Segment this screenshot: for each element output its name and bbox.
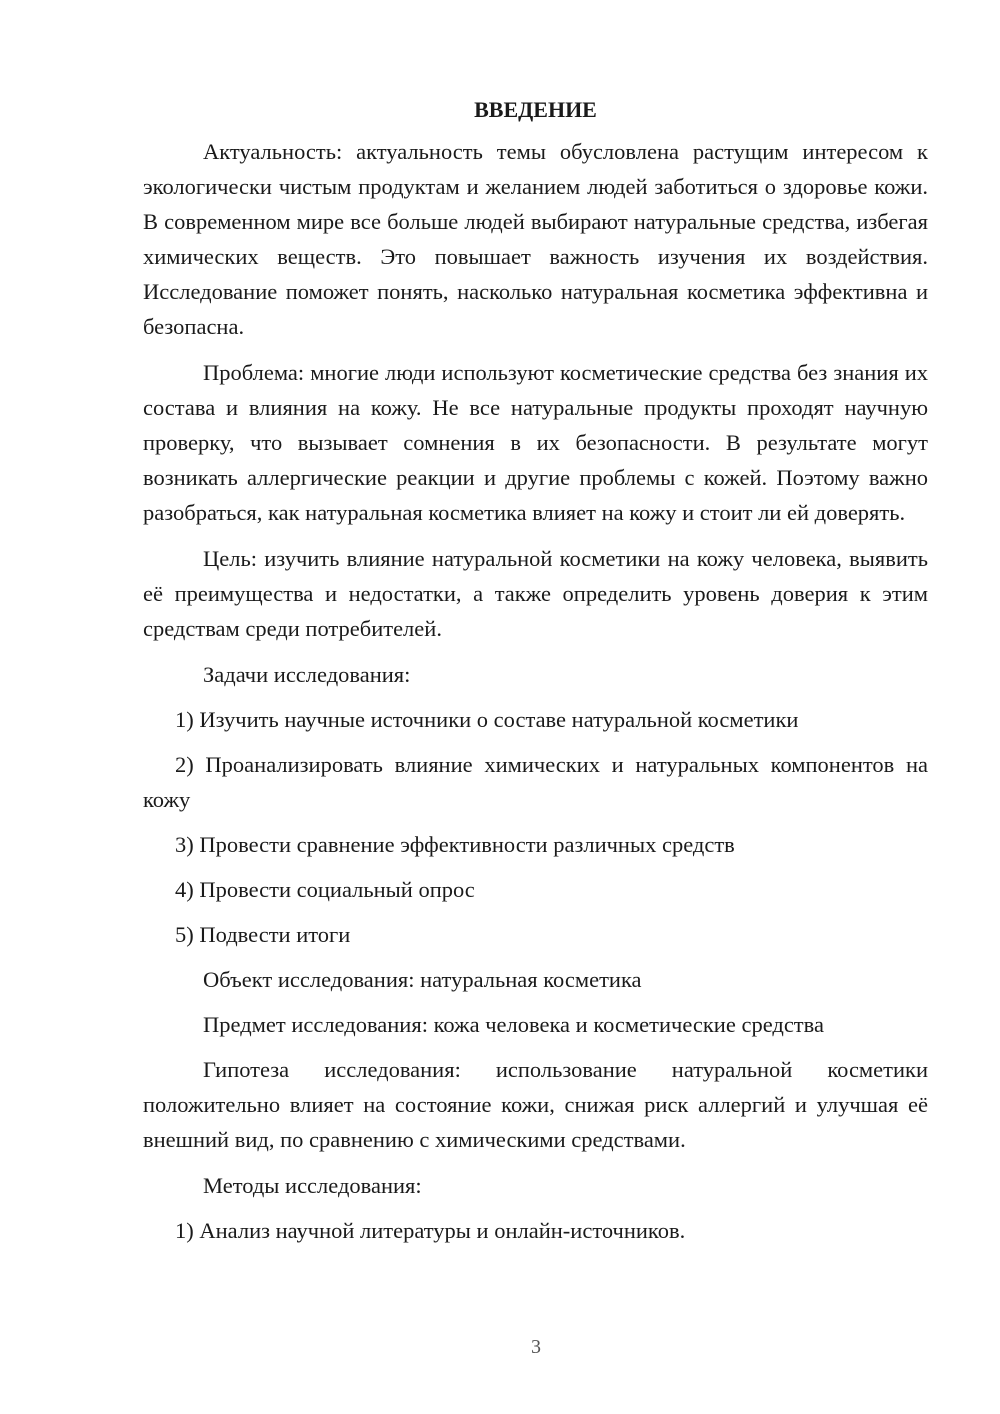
subject-line: Предмет исследования: кожа человека и косметические средства — [203, 1012, 824, 1037]
task-item-2: 2) Проанализировать влияние химических и натуральных компонентов на кожу — [143, 752, 928, 812]
problem-paragraph: Проблема: многие люди используют косметические средства без знания их состава и влияния на кожу. Не все натуральные продукты проходят научную проверку, что вызывает сомнения в их безопасности. В результате могут возникать аллергические реакции и другие проблемы с кожей. Поэтому важно разобраться, как натуральная косметика влияет на кожу и стоит ли ей доверять. — [143, 360, 928, 525]
task-item-3: 3) Провести сравнение эффективности различных средств — [175, 832, 735, 857]
task-item-1: 1) Изучить научные источники о составе натуральной косметики — [175, 707, 799, 732]
method-item-1: 1) Анализ научной литературы и онлайн-источников. — [175, 1218, 686, 1243]
task-item-5: 5) Подвести итоги — [175, 922, 351, 947]
section-heading: ВВЕДЕНИЕ — [474, 97, 597, 122]
goal-paragraph: Цель: изучить влияние натуральной косметики на кожу человека, выявить её преимущества и недостатки, а также определить уровень доверия к этим средствам среди потребителей. — [143, 546, 928, 641]
tasks-heading: Задачи исследования: — [203, 662, 411, 687]
relevance-paragraph: Актуальность: актуальность темы обусловлена растущим интересом к экологически чистым продуктам и желанием людей заботиться о здоровье кожи. В современном мире все больше людей выбирают натуральные средства, избегая химических веществ. Это повышает важность изучения их воздействия. Исследование поможет понять, насколько натуральная косметика эффективна и безопасна. — [143, 139, 928, 339]
page-body — [143, 92, 928, 1258]
methods-heading: Методы исследования: — [203, 1173, 422, 1198]
hypothesis-paragraph: Гипотеза исследования: использование натуральной косметики положительно влияет на состояние кожи, снижая риск аллергий и улучшая её внешний вид, по сравнению с химическими средствами. — [143, 1057, 928, 1152]
object-line: Объект исследования: натуральная косметика — [203, 967, 642, 992]
task-item-4: 4) Провести социальный опрос — [175, 877, 475, 902]
page-number: 3 — [531, 1336, 541, 1358]
